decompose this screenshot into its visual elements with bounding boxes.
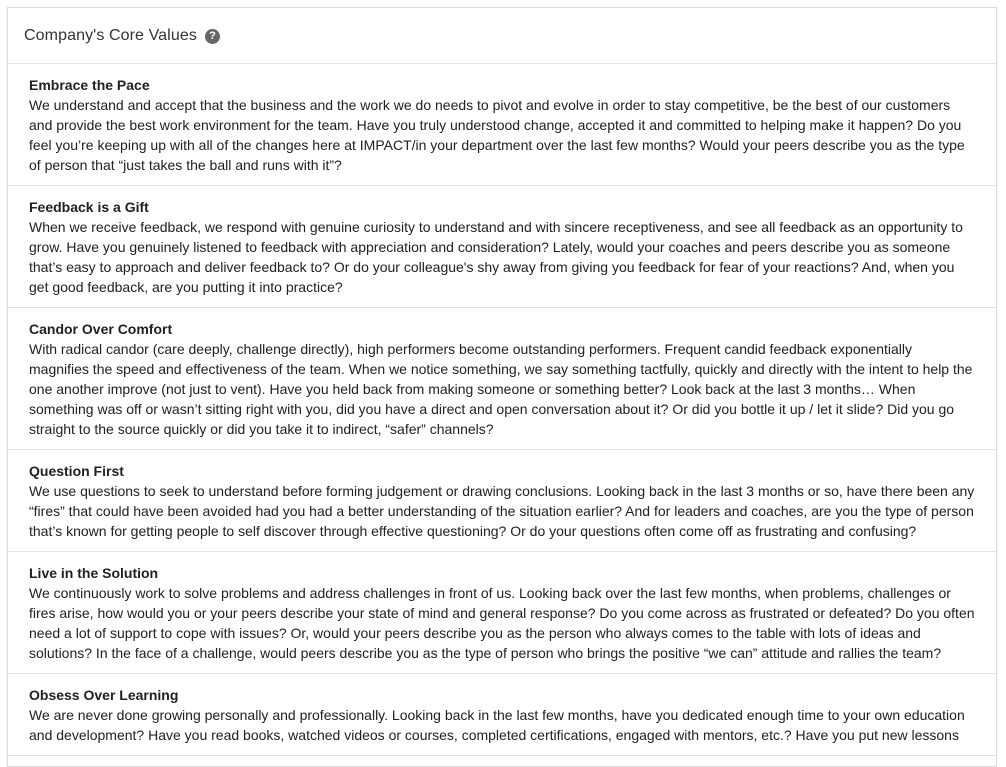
value-description: We use questions to seek to understand before forming judgement or drawing conclusions. Looking back in the last 3 months or so, have there been any “fires” that could have been avoided had you had a better understanding of the situation earlier? And for leaders and coaches, are you the type of person that’s known for getting people to self discover through effective questioning? Or do your questions often come off as frustrating and confusing? xyxy=(29,483,975,539)
value-description: With radical candor (care deeply, challenge directly), high performers become outstanding performers. Frequent candid feedback exponentially magnifies the speed and effectiveness of the team. When we notice something, we say something tactfully, quickly and directly with the intent to help the one another improve (not just to vent). Have you held back from making someone or something better? Look back at the last 3 months… When something was off or wasn’t sitting right with you, did you have a direct and open conversation about it? Or did you bottle it up / let it slide? Did you go straight to the source quickly or did you take it to indirect, “safer” channels? xyxy=(29,341,973,437)
panel-title: Company's Core Values xyxy=(24,26,197,44)
value-title: Feedback is a Gift xyxy=(29,199,149,215)
value-item-candor-over-comfort xyxy=(8,308,996,450)
value-description: We are never done growing personally and professionally. Looking back in the last few months, have you dedicated enough time to your own education and development? Have you read books, watched videos or courses, completed certifications, engaged with mentors, etc.? Have you put new lessons xyxy=(29,707,965,743)
value-description: We understand and accept that the business and the work we do needs to pivot and evolve in order to stay competitive, be the best of our customers and provide the best work environment for the team. Have you truly understood change, accepted it and committed to helping make it happen? Do you feel you’re keeping up with all of the changes here at IMPACT/in your department over the last few months? Would your peers describe you as the type of person that “just takes the ball and runs with it”? xyxy=(29,97,965,173)
value-item-obsess-over-learning xyxy=(8,674,996,756)
value-title: Embrace the Pace xyxy=(29,77,150,93)
value-item-live-in-the-solution xyxy=(8,552,996,674)
value-item-question-first xyxy=(8,450,996,552)
value-item-embrace-the-pace xyxy=(8,64,996,186)
value-description: When we receive feedback, we respond with genuine curiosity to understand and with sincere receptiveness, and see all feedback as an opportunity to grow. Have you genuinely listened to feedback with appreciation and consideration? Lately, would your coaches and peers describe you as someone that’s easy to approach and deliver feedback to? Or do your colleague's shy away from giving you feedback for fear of your reactions? And, when you get good feedback, are you putting it into practice? xyxy=(29,219,963,295)
value-title: Question First xyxy=(29,463,124,479)
value-description: We continuously work to solve problems and address challenges in front of us. Looking back over the last few months, when problems, challenges or fires arise, how would you or your peers describe your state of mind and general response? Do you come across as frustrated or defeated? Do you often need a lot of support to cope with issues? Or, would your peers describe you as the person who always comes to the table with lots of ideas and solutions? In the face of a challenge, would peers describe you as the type of person who brings the positive “we can” attitude and rallies the team? xyxy=(29,585,975,661)
value-title: Candor Over Comfort xyxy=(29,321,173,337)
panel-header xyxy=(8,8,996,64)
value-item-feedback-is-a-gift xyxy=(8,186,996,308)
value-title: Live in the Solution xyxy=(29,565,159,581)
core-values-panel xyxy=(7,7,997,767)
question-circle-icon[interactable]: ? xyxy=(205,29,220,44)
value-title: Obsess Over Learning xyxy=(29,687,179,703)
